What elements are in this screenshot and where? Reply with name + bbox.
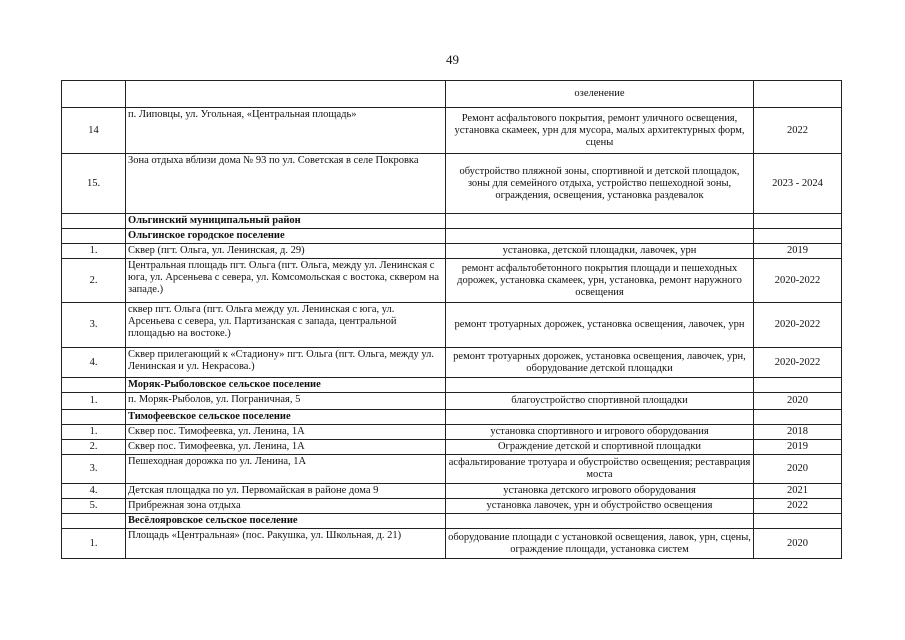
table-row	[62, 440, 842, 455]
page-number: 49	[446, 52, 459, 67]
works-cell: Ограждение детской и спортивной площадки	[446, 440, 754, 455]
table-row	[62, 425, 842, 440]
section-title: Тимофеевское сельское поселение	[126, 410, 446, 425]
location-cell: п. Липовцы, ул. Угольная, «Центральная площадь»	[126, 108, 446, 154]
location-cell: сквер пгт. Ольга (пгт. Ольга между ул. Ленинская с юга, ул. Арсеньева с севера, ул. Партизанская с запада, центральной площадью на востоке.)	[126, 303, 446, 348]
location-cell: Детская площадка по ул. Первомайская в районе дома 9	[126, 484, 446, 499]
year-cell: 2020	[754, 529, 842, 559]
year-cell: 2023 - 2024	[754, 154, 842, 214]
section-header-row	[62, 229, 842, 244]
year-cell: 2020-2022	[754, 303, 842, 348]
year-cell: 2019	[754, 440, 842, 455]
year-cell	[754, 81, 842, 108]
year-cell	[754, 410, 842, 425]
year-cell: 2020-2022	[754, 259, 842, 303]
works-cell	[446, 514, 754, 529]
year-cell	[754, 378, 842, 393]
works-cell: установка, детской площадки, лавочек, урн	[446, 244, 754, 259]
row-number	[62, 229, 126, 244]
works-cell: ремонт тротуарных дорожек, установка освещения, лавочек, урн, оборудование детской площадки	[446, 348, 754, 378]
location-cell	[126, 81, 446, 108]
year-cell: 2021	[754, 484, 842, 499]
year-cell: 2022	[754, 108, 842, 154]
works-cell	[446, 378, 754, 393]
table-row	[62, 348, 842, 378]
year-cell: 2020	[754, 455, 842, 484]
location-cell: Центральная площадь пгт. Ольга (пгт. Ольга, между ул. Ленинская с юга, ул. Арсеньева с севера, ул. Комсомольская с востока, сквером на западе.)	[126, 259, 446, 303]
row-number	[62, 378, 126, 393]
works-cell	[446, 410, 754, 425]
works-cell	[446, 214, 754, 229]
location-cell: Сквер пос. Тимофеевка, ул. Ленина, 1А	[126, 440, 446, 455]
works-cell: установка детского игрового оборудования	[446, 484, 754, 499]
table-row	[62, 529, 842, 559]
year-cell: 2019	[754, 244, 842, 259]
row-number: 1.	[62, 529, 126, 559]
works-cell: асфальтирование тротуара и обустройство освещения; реставрация моста	[446, 455, 754, 484]
works-cell	[446, 229, 754, 244]
year-cell: 2018	[754, 425, 842, 440]
section-header-row	[62, 514, 842, 529]
works-cell: оборудование площади с установкой освещения, лавок, урн, сцены, ограждение площади, установка систем	[446, 529, 754, 559]
year-cell	[754, 214, 842, 229]
location-cell: Зона отдыха вблизи дома № 93 по ул. Советская в селе Покровка	[126, 154, 446, 214]
section-header-row	[62, 378, 842, 393]
row-number: 14	[62, 108, 126, 154]
row-number: 15.	[62, 154, 126, 214]
location-cell: Прибрежная зона отдыха	[126, 499, 446, 514]
location-cell: Сквер пос. Тимофеевка, ул. Ленина, 1А	[126, 425, 446, 440]
row-number	[62, 214, 126, 229]
table-row	[62, 303, 842, 348]
section-title: Моряк-Рыболовское сельское поселение	[126, 378, 446, 393]
works-cell: ремонт тротуарных дорожек, установка освещения, лавочек, урн	[446, 303, 754, 348]
table-row	[62, 499, 842, 514]
works-cell: озеленение	[446, 81, 754, 108]
row-number: 1.	[62, 393, 126, 410]
row-number: 3.	[62, 455, 126, 484]
table-row	[62, 393, 842, 410]
table-row	[62, 81, 842, 108]
row-number	[62, 514, 126, 529]
row-number: 3.	[62, 303, 126, 348]
works-cell: благоустройство спортивной площадки	[446, 393, 754, 410]
row-number: 5.	[62, 499, 126, 514]
table-row	[62, 484, 842, 499]
table-body	[62, 81, 842, 559]
table-row	[62, 108, 842, 154]
year-cell: 2022	[754, 499, 842, 514]
table-row	[62, 154, 842, 214]
section-header-row	[62, 410, 842, 425]
year-cell: 2020	[754, 393, 842, 410]
location-cell: п. Моряк-Рыболов, ул. Пограничная, 5	[126, 393, 446, 410]
works-cell: ремонт асфальтобетонного покрытия площади и пешеходных дорожек, установка скамеек, урн, установка, ремонт наружного освещения	[446, 259, 754, 303]
table-row	[62, 259, 842, 303]
row-number: 4.	[62, 348, 126, 378]
location-cell: Пешеходная дорожка по ул. Ленина, 1А	[126, 455, 446, 484]
section-title: Весёлояровское сельское поселение	[126, 514, 446, 529]
row-number: 2.	[62, 440, 126, 455]
location-cell: Площадь «Центральная» (пос. Ракушка, ул. Школьная, д. 21)	[126, 529, 446, 559]
works-cell: обустройство пляжной зоны, спортивной и детской площадок, зоны для семейного отдыха, устройство пешеходной зоны, ограждения, освещения, установка раздевалок	[446, 154, 754, 214]
table-row	[62, 244, 842, 259]
works-cell: Ремонт асфальтового покрытия, ремонт уличного освещения, установка скамеек, урн для мусора, малых архитектурных форм, сцены	[446, 108, 754, 154]
location-cell: Сквер (пгт. Ольга, ул. Ленинская, д. 29)	[126, 244, 446, 259]
section-header-row	[62, 214, 842, 229]
table-row	[62, 455, 842, 484]
year-cell	[754, 514, 842, 529]
row-number: 4.	[62, 484, 126, 499]
row-number: 2.	[62, 259, 126, 303]
works-cell: установка лавочек, урн и обустройство освещения	[446, 499, 754, 514]
row-number	[62, 410, 126, 425]
year-cell: 2020-2022	[754, 348, 842, 378]
row-number: 1.	[62, 425, 126, 440]
section-title: Ольгинский муниципальный район	[126, 214, 446, 229]
location-cell: Сквер прилегающий к «Стадиону» пгт. Ольга (пгт. Ольга, между ул. Ленинская и ул. Некрасова.)	[126, 348, 446, 378]
row-number	[62, 81, 126, 108]
improvement-table	[61, 80, 842, 559]
works-cell: установка спортивного и игрового оборудования	[446, 425, 754, 440]
section-title: Ольгинское городское поселение	[126, 229, 446, 244]
row-number: 1.	[62, 244, 126, 259]
year-cell	[754, 229, 842, 244]
